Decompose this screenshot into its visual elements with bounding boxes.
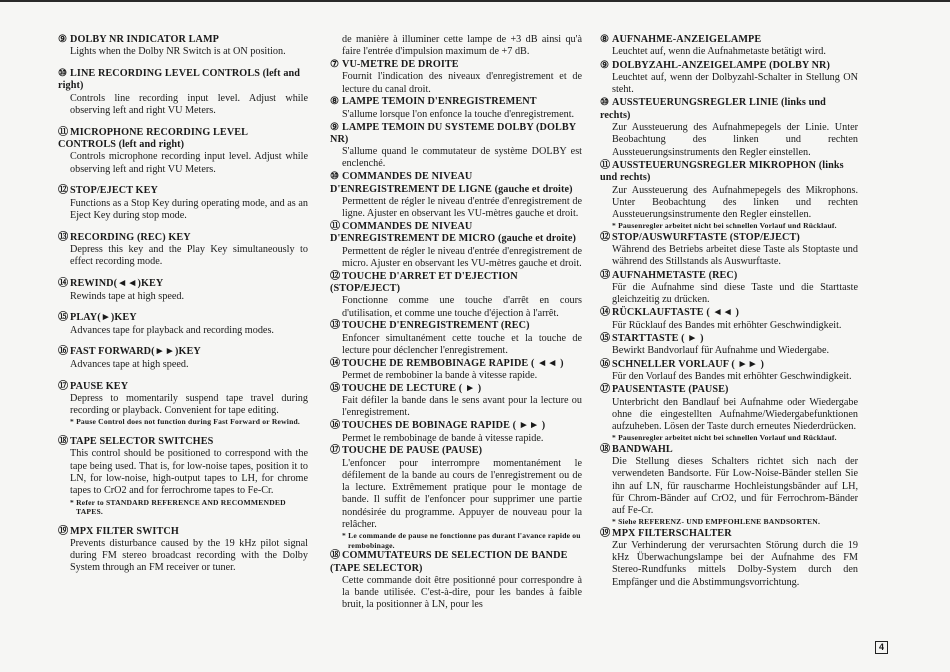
entry-body: L'enfoncer pour interrompre momentanément le défilement de la bande au cours de l'enregistrement ou de la lecture. Extrêmement pratique pour le montage de bande. Il suffit de l'enfoncer pour supprimer une partie nondésirée du programme. Appuyer de nouveau pour la relâcher. <box>342 457 582 531</box>
english-entry <box>58 312 308 337</box>
entry-heading <box>600 160 858 185</box>
entry-number: ⑱ <box>58 436 69 448</box>
entry-number: ⑰ <box>330 445 341 457</box>
german-entry <box>600 444 858 527</box>
french-column <box>330 34 582 612</box>
entry-title: AUFNAHME-ANZEIGELAMPE <box>612 34 762 45</box>
entry-number: ⑱ <box>600 443 611 455</box>
entry-heading <box>330 320 582 332</box>
entry-number: ⑰ <box>600 384 611 396</box>
entry-heading <box>58 127 308 152</box>
entry-body: Enfoncer simultanément cette touche et la touche de lecture pour déclencher l'enregistrement. <box>342 332 582 356</box>
french-entry <box>330 59 582 96</box>
entry-heading <box>58 312 308 324</box>
english-entry <box>58 526 308 575</box>
entry-number: ⑭ <box>58 278 69 290</box>
page-number: 4 <box>875 641 888 654</box>
entry-number: ⑬ <box>330 320 341 332</box>
entry-note: * Siehe REFERENZ- UND EMPFOHLENE BANDSORTEN. <box>612 517 821 527</box>
entry-note: * Pausenregler arbeitet nicht bei schnellen Vorlauf und Rücklauf. <box>612 433 837 443</box>
entry-body: Leuchtet auf, wenn die Aufnahmetaste betätigt wird. <box>612 46 826 58</box>
entry-title: REWIND(◄◄)KEY <box>70 278 164 290</box>
entry-heading <box>330 171 582 196</box>
french-entry <box>330 171 582 220</box>
english-entry <box>58 68 308 117</box>
entry-body: Permettent de régler le niveau d'entrée d'enregistrement de micro. Ajuster en observant les VU-mètres gauche et droit. <box>342 245 582 269</box>
entry-number: ⑨ <box>58 34 68 45</box>
entry-heading <box>58 34 308 46</box>
entry-number: ⑭ <box>600 307 611 319</box>
entry-number: ⑱ <box>330 550 341 562</box>
english-entry <box>58 278 308 303</box>
entry-body: de manière à illuminer cette lampe de +3 dB ainsi qu'à faire l'entrée d'impulsion maximum de +7 dB. <box>342 34 582 58</box>
entry-heading <box>330 122 582 147</box>
entry-body: Lights when the Dolby NR Switch is at ON position. <box>70 46 286 58</box>
entry-heading <box>600 384 858 396</box>
entry-number: ⑪ <box>58 126 69 138</box>
entry-number: ⑮ <box>330 382 341 394</box>
entry-number: ⑲ <box>600 527 611 539</box>
entry-body: Prevents disturbance caused by the 19 kHz pilot signal during FM stereo broadcast recording with the Dolby System through an FM receiver or tuner. <box>70 537 308 574</box>
entry-title: LAMPE TEMOIN D'ENREGISTREMENT <box>342 96 537 108</box>
entry-heading <box>600 270 858 282</box>
french-entry <box>330 122 582 171</box>
entry-number: ⑩ <box>58 68 68 80</box>
entry-number: ⑫ <box>58 185 69 197</box>
entry-number: ⑮ <box>600 333 611 345</box>
english-entry <box>58 436 308 516</box>
entry-title: DOLBYZAHL-ANZEIGELAMPE (DOLBY NR) <box>612 59 831 71</box>
entry-number: ⑯ <box>600 358 611 370</box>
entry-heading <box>600 359 858 371</box>
entry-title: MPX FILTERSCHALTER <box>612 527 732 539</box>
entry-title: AUSSTEUERUNGSREGLER LINIE (links und rechts) <box>600 97 826 121</box>
entry-body: Fournit l'indication des niveaux d'enregistrement et de lecture du canal droit. <box>342 71 582 95</box>
entry-title: COMMUTATEURS DE SELECTION DE BANDE (TAPE SELECTOR) <box>330 550 568 574</box>
entry-number: ⑮ <box>58 312 69 324</box>
entry-body: Depress this key and the Play Key simultaneously to effect recording mode. <box>70 244 308 268</box>
entry-body: Permet le rembobinage de bande à vitesse rapide. <box>342 432 544 444</box>
entry-body: Für den Vorlauf des Bandes mit erhöhter Geschwindigkeit. <box>612 370 852 382</box>
english-entry <box>58 232 308 269</box>
english-entry <box>58 34 308 59</box>
entry-heading <box>600 444 858 456</box>
entry-body: Advances tape for playback and recording modes. <box>70 324 274 336</box>
entry-body: Advances tape at high speed. <box>70 358 189 370</box>
entry-title: FAST FORWARD(►►)KEY <box>70 346 201 358</box>
entry-heading <box>58 526 308 538</box>
entry-number: ⑯ <box>330 420 341 432</box>
french-entry <box>330 271 582 320</box>
entry-heading <box>330 420 582 432</box>
entry-number: ⑬ <box>600 269 611 281</box>
entry-number: ⑪ <box>330 220 341 232</box>
entry-body: Für die Aufnahme sind diese Taste und die Starttaste gleichzeitig zu drücken. <box>612 281 858 306</box>
entry-heading <box>330 271 582 296</box>
entry-body: Zur Aussteuerung des Aufnahmepegels des Mikrophons. Unter Beobachtung des linken und rechten Aussteuerungsinstrumente den Regler einstellen. <box>612 184 858 221</box>
entry-heading <box>600 333 858 345</box>
entry-number: ⑦ <box>330 59 340 71</box>
english-entry <box>58 346 308 371</box>
german-entry <box>600 160 858 231</box>
entry-heading <box>58 346 308 358</box>
entry-note: * Le commande de pause ne fonctionne pas durant l'avance rapide ou rembobinage. <box>342 531 581 550</box>
entry-number: ⑫ <box>330 270 341 282</box>
german-entry <box>600 359 858 384</box>
german-entry <box>600 60 858 97</box>
entry-number: ⑩ <box>600 97 610 109</box>
entry-body: Fait défiler la bande dans le sens avant pour la lecture ou l'enregistrement. <box>342 395 582 419</box>
entry-title: TOUCHE D'ARRET ET D'EJECTION (STOP/EJECT) <box>330 270 518 294</box>
german-entry <box>600 97 858 158</box>
entry-title: STOP/EJECT KEY <box>70 185 158 197</box>
entry-title: COMMANDES DE NIVEAU D'ENREGISTREMENT DE MICRO (gauche et droite) <box>330 220 576 245</box>
entry-title: DOLBY NR INDICATOR LAMP <box>70 34 219 45</box>
entry-heading <box>58 68 308 93</box>
entry-number: ⑰ <box>58 380 69 392</box>
german-entry <box>600 528 858 589</box>
entry-body: Die Stellung dieses Schalters richtet sich nach der verwendeten Bandsorte. Für Low-Noise-Bänder stellen Sie ihn auf LN, für rauscharme Hochleistungsbänder auf LH, für Chrom-Bänder auf CrO2, und für Ferrochrom-Bänder auf Fe-Cr. <box>612 455 858 517</box>
entry-title: STARTTASTE ( ► ) <box>612 333 704 345</box>
french-entry <box>330 445 582 549</box>
entry-number: ⑬ <box>58 231 69 243</box>
entry-heading <box>58 185 308 197</box>
entry-heading <box>330 221 582 246</box>
entry-title: AUSSTEUERUNGSREGLER MIKROPHON (links und rechts) <box>600 159 844 184</box>
entry-number: ⑨ <box>600 59 610 71</box>
entry-heading <box>600 97 858 122</box>
entry-heading <box>58 436 308 448</box>
entry-body: Leuchtet auf, wenn der Dolbyzahl-Schalter in Stellung ON steht. <box>612 71 858 96</box>
entry-title: TOUCHE DE REMBOBINAGE RAPIDE ( ◄◄ ) <box>342 357 564 369</box>
entry-heading <box>600 528 858 540</box>
french-entry <box>330 34 582 59</box>
entry-title: PAUSE KEY <box>70 380 129 392</box>
entry-heading <box>58 232 308 244</box>
entry-note: * Pausenregler arbeitet nicht bei schnellen Vorlauf und Rücklauf. <box>612 221 837 231</box>
french-entry <box>330 550 582 611</box>
french-entry <box>330 358 582 383</box>
entry-body: S'allume quand le commutateur de système DOLBY est enclenché. <box>342 146 582 170</box>
entry-number: ⑪ <box>600 159 611 171</box>
entry-heading <box>330 383 582 395</box>
entry-number: ⑩ <box>330 171 340 183</box>
entry-number: ⑫ <box>600 231 611 243</box>
entry-title: TAPE SELECTOR SWITCHES <box>70 436 214 448</box>
german-entry <box>600 384 858 442</box>
entry-number: ⑧ <box>330 96 340 108</box>
entry-title: PAUSENTASTE (PAUSE) <box>612 384 729 396</box>
entry-heading <box>58 278 308 290</box>
entry-body: Cette commande doit être positionné pour correspondre à la bande utilisée. C'est-à-dire, pour les bandes à faible bruit, la positionner à LN, pour les <box>342 574 582 611</box>
entry-title: SCHNELLER VORLAUF ( ►► ) <box>612 358 764 370</box>
top-rule <box>0 0 950 2</box>
entry-heading <box>600 34 858 46</box>
entry-heading <box>330 96 582 108</box>
french-entry <box>330 96 582 121</box>
entry-number: ⑭ <box>330 357 341 369</box>
entry-heading <box>330 358 582 370</box>
english-entry <box>58 381 308 427</box>
entry-body: Unterbricht den Bandlauf bei Aufnahme oder Wiedergabe ohne die eingestellten Aufnahme/Wiedergabefunktionen aufzuheben. Lösen der Taste durch erneutes Niederdrücken. <box>612 396 858 433</box>
english-entry <box>58 127 308 176</box>
entry-title: PLAY(►)KEY <box>70 312 137 324</box>
entry-body: This control should be positioned to correspond with the tape being used. That is, for low-noise tapes, position it to LN, for low-noise, high-output tapes to LH, for chrome tapes to CrO2 and for ferrochrome tapes to Fe-Cr. <box>70 448 308 497</box>
entry-title: LINE RECORDING LEVEL CONTROLS (left and right) <box>58 68 301 92</box>
entry-number: ⑯ <box>58 346 69 358</box>
french-entry <box>330 420 582 445</box>
entry-heading <box>600 307 858 319</box>
entry-heading <box>600 232 858 244</box>
entry-title: RÜCKLAUFTASTE ( ◄◄ ) <box>612 307 739 319</box>
entry-title: RECORDING (REC) KEY <box>70 231 191 243</box>
entry-heading <box>330 445 582 457</box>
entry-title: LAMPE TEMOIN DU SYSTEME DOLBY (DOLBY NR) <box>330 121 576 145</box>
entry-body: Bewirkt Bandvorlauf für Aufnahme und Wiedergabe. <box>612 345 830 357</box>
entry-body: S'allume lorsque l'on enfonce la touche d'enregistrement. <box>342 108 575 120</box>
entry-heading <box>58 381 308 393</box>
entry-title: BANDWAHL <box>612 443 673 455</box>
entry-note: * Pause Control does not function during Fast Forward or Rewind. <box>70 417 301 427</box>
entry-number: ⑧ <box>600 34 610 45</box>
german-entry <box>600 232 858 269</box>
entry-title: TOUCHE D'ENREGISTREMENT (REC) <box>342 320 530 332</box>
entry-body: Rewinds tape at high speed. <box>70 290 185 302</box>
entry-heading <box>330 550 582 575</box>
entry-title: TOUCHE DE LECTURE ( ► ) <box>342 382 482 394</box>
entry-title: STOP/AUSWURFTASTE (STOP/EJECT) <box>612 231 800 243</box>
french-entry <box>330 221 582 270</box>
entry-body: Permet de rembobiner la bande à vitesse rapide. <box>342 370 538 382</box>
entry-heading <box>330 59 582 71</box>
entry-body: Controls microphone recording input level. Adjust while observing left and right VU Meters. <box>70 151 308 175</box>
entry-number: ⑨ <box>330 121 340 133</box>
entry-title: TOUCHES DE BOBINAGE RAPIDE ( ►► ) <box>342 420 546 432</box>
german-entry <box>600 307 858 332</box>
entry-body: Zur Verhinderung der verursachten Störung durch die 19 kHz Überwachungslampe bei der Aufnahme des FM Stereo-Rundfunks mittels Dolby-System durch den Empfänger und die Abstimmungsvorrichtung. <box>612 539 858 588</box>
german-column <box>600 34 858 590</box>
entry-body: Während des Betriebs arbeitet diese Taste als Stoptaste und während des Stillstands als Auswurftaste. <box>612 243 858 268</box>
entry-body: Depress to momentarily suspend tape travel during recording or playback. Convenient for tape editing. <box>70 392 308 417</box>
entry-title: COMMANDES DE NIVEAU D'ENREGISTREMENT DE LIGNE (gauche et droite) <box>330 171 573 195</box>
english-column <box>58 34 308 584</box>
entry-body: Controls line recording input level. Adjust while observing left and right VU Meters. <box>70 92 308 116</box>
french-entry <box>330 383 582 420</box>
entry-body: Permettent de régler le niveau d'entrée d'enregistrement de ligne. Ajuster en observant les VU-mètres gauche et droit. <box>342 195 582 220</box>
entry-body: Zur Aussteuerung des Aufnahmepegels der Linie. Unter Beobachtung des linken und rechten Aussteuerungsinstruments den Regler einstellen. <box>612 122 858 158</box>
entry-body: Für Rücklauf des Bandes mit erhöhter Geschwindigkeit. <box>612 319 842 331</box>
entry-title: AUFNAHMETASTE (REC) <box>612 269 738 281</box>
german-entry <box>600 270 858 307</box>
entry-note: * Refer to STANDARD REFERENCE AND RECOMMENDED TAPES. <box>70 497 286 516</box>
entry-heading <box>600 60 858 72</box>
entry-body: Functions as a Stop Key during operating mode, and as an Eject Key during stop mode. <box>70 197 308 222</box>
entry-body: Fonctionne comme une touche d'arrêt en cours d'utilisation, et comme une touche d'éjection à l'arrêt. <box>342 295 582 319</box>
entry-title: MPX FILTER SWITCH <box>70 525 179 537</box>
german-entry <box>600 333 858 358</box>
entry-number: ⑲ <box>58 525 69 537</box>
english-entry <box>58 185 308 222</box>
entry-title: VU-METRE DE DROITE <box>342 59 459 71</box>
entry-title: TOUCHE DE PAUSE (PAUSE) <box>342 445 483 457</box>
german-entry <box>600 34 858 59</box>
entry-title: MICROPHONE RECORDING LEVEL CONTROLS (left and right) <box>58 126 248 151</box>
french-entry <box>330 320 582 357</box>
